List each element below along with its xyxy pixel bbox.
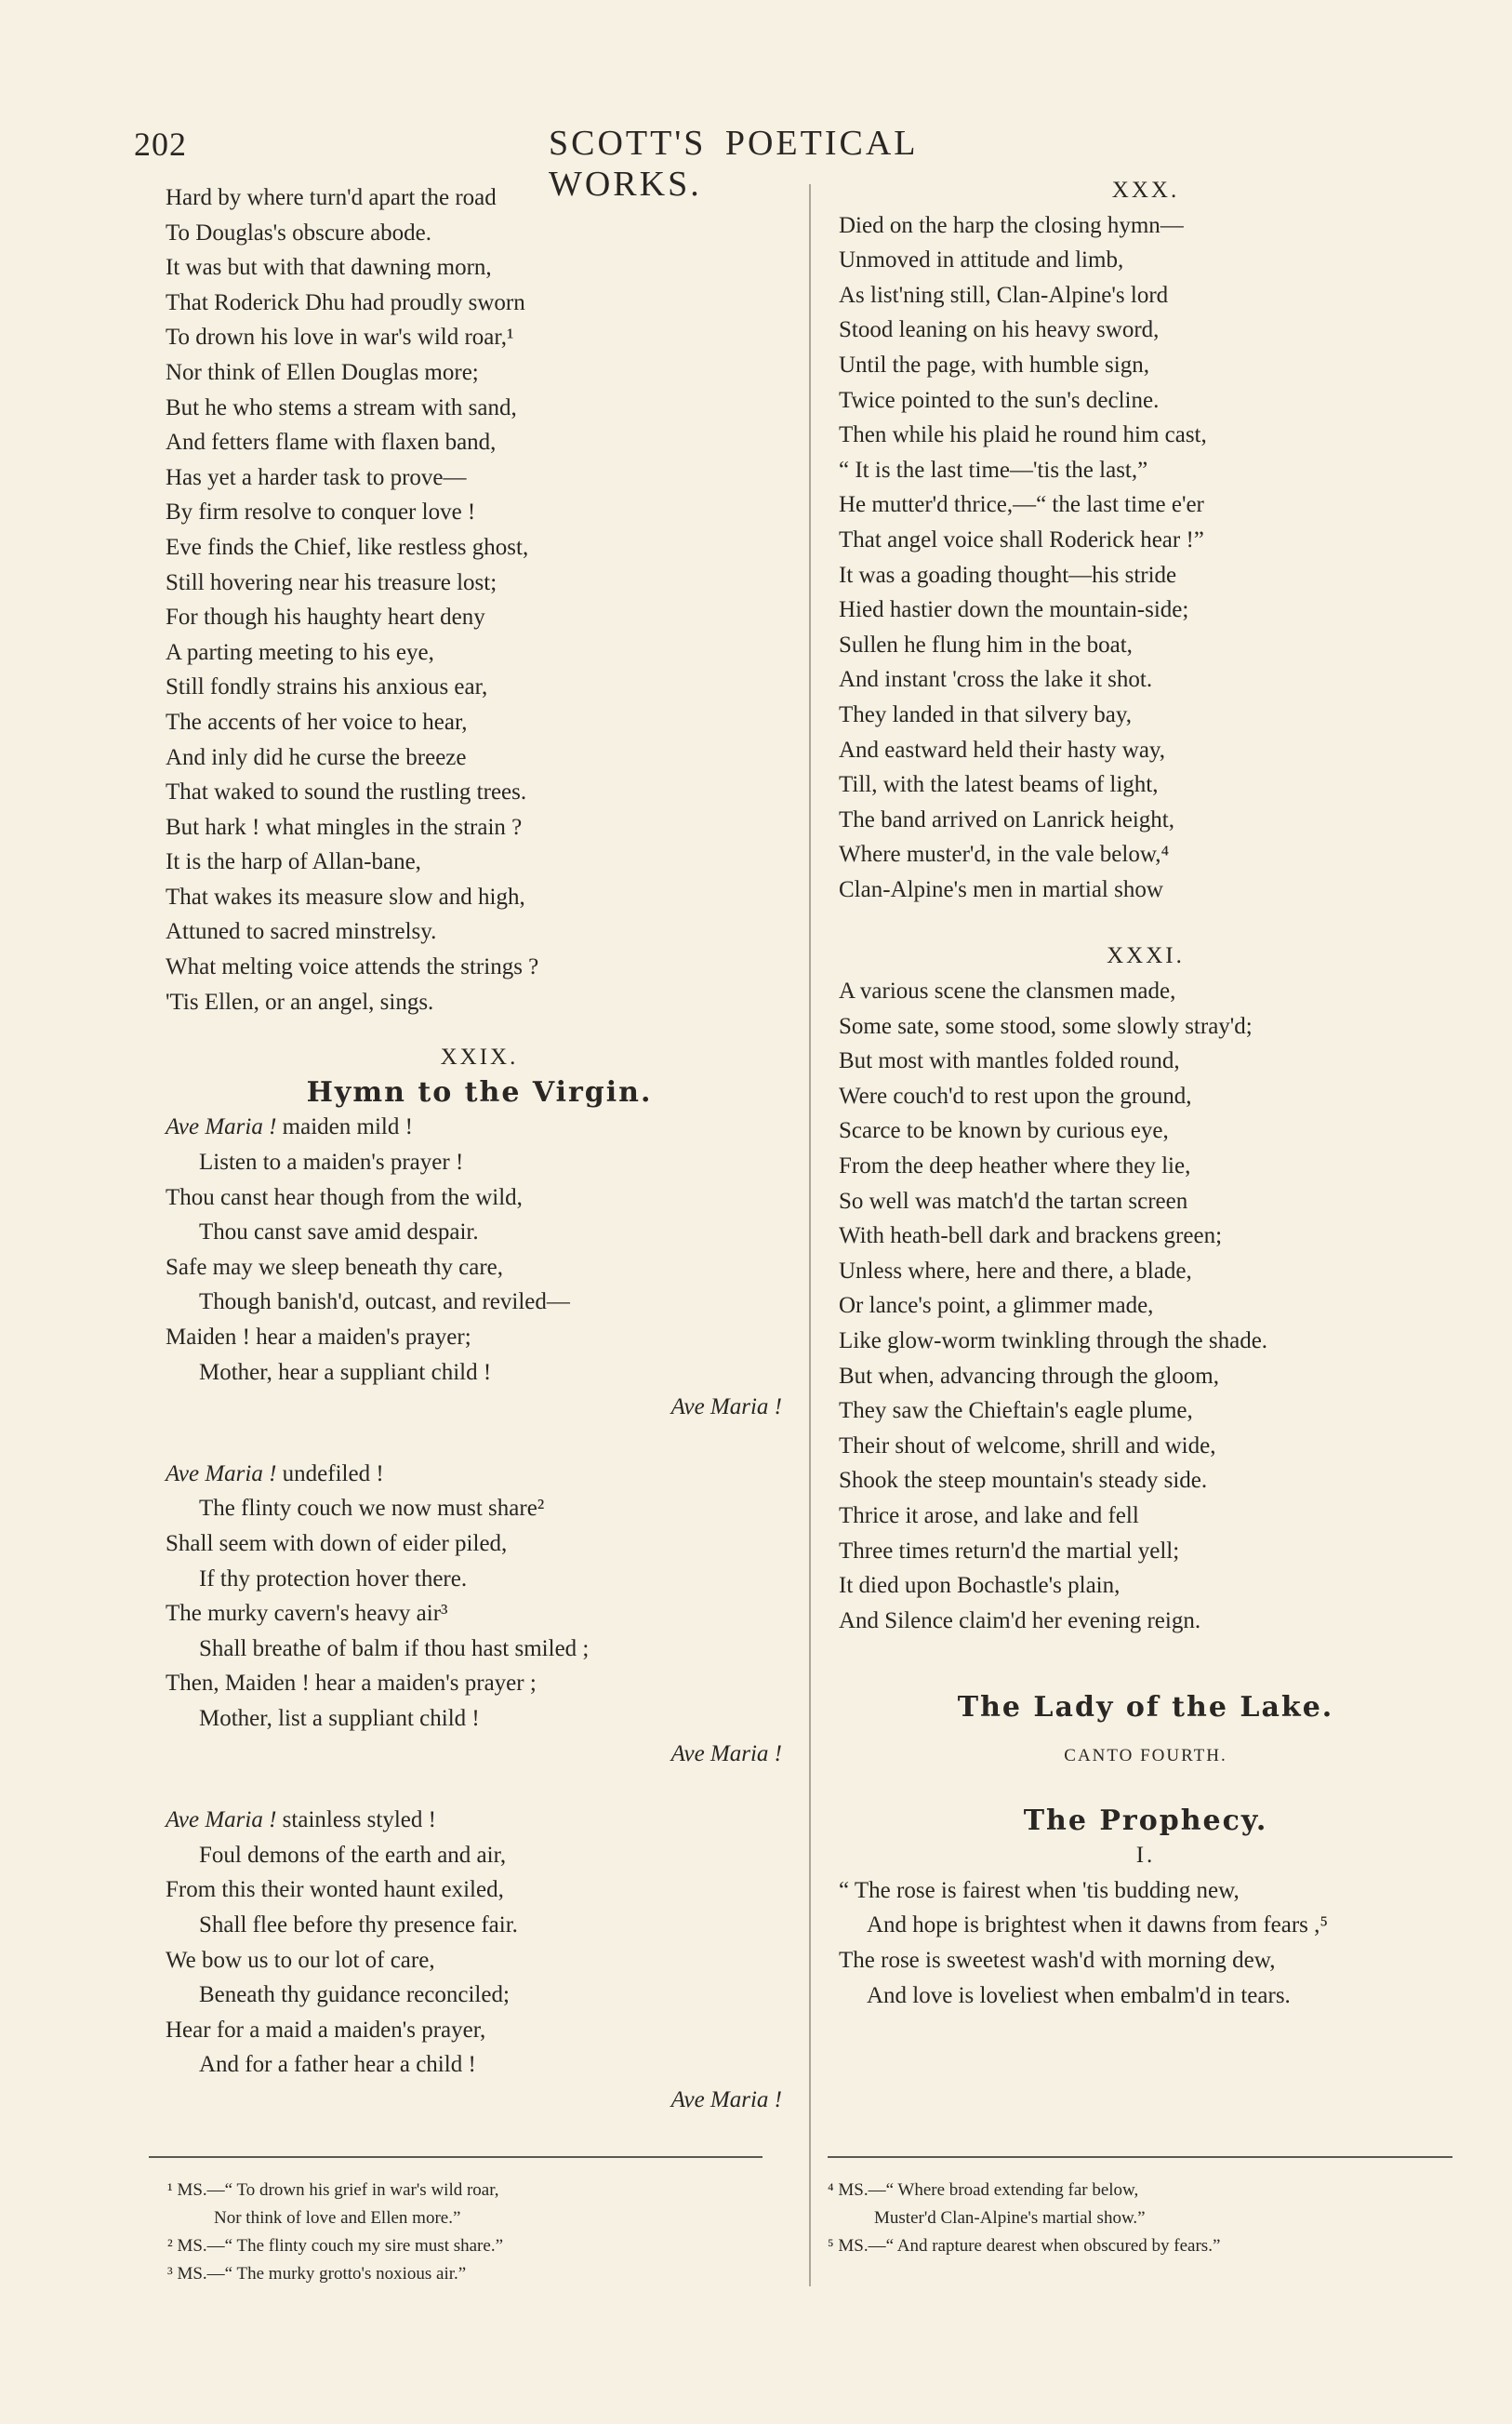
section-number-xxx: XXX.: [1111, 178, 1180, 203]
verse-line: [166, 1180, 793, 1216]
column-divider: [809, 184, 811, 2286]
verse-line: [166, 2013, 793, 2048]
verse-line: It was a goading thought—his stride: [839, 562, 1177, 588]
left-column: [166, 180, 793, 2117]
line-text: If thy protection hover there.: [199, 1565, 468, 1592]
verse-line: And instant 'cross the lake it shot.: [839, 667, 1153, 693]
verse-line: [839, 1978, 1452, 2014]
line-text: Listen to a maiden's prayer !: [199, 1150, 464, 1176]
line-text: Shall flee before thy presence fair.: [199, 1911, 518, 1938]
line-text: The flinty couch we now must share²: [199, 1496, 545, 1522]
section-number-i: I.: [1135, 1843, 1156, 1869]
line-text: Shall breathe of balm if thou hast smiled ;: [199, 1635, 590, 1661]
line-text: Mother, list a suppliant child !: [199, 1705, 480, 1731]
hymn-stanza-2: [166, 1457, 793, 1737]
footnote-line: ³ MS.—“ The murky grotto's noxious air.”: [167, 2264, 467, 2284]
verse-line: To Douglas's obscure abode.: [166, 220, 432, 246]
line-text: Shall seem with down of eider piled,: [166, 1530, 508, 1556]
line-text: stainless styled !: [282, 1807, 436, 1833]
hymn-title: Hymn to the Virgin.: [306, 1075, 653, 1109]
verse-line: Unless where, here and there, a blade,: [839, 1258, 1192, 1284]
footnotes-left: [167, 2177, 763, 2288]
verse-line: Until the page, with humble sign,: [839, 352, 1149, 378]
stanza-intro: [166, 180, 793, 1019]
verse-line: [839, 1908, 1452, 1943]
verse-line: As list'ning still, Clan-Alpine's lord: [839, 282, 1169, 308]
verse-line: [166, 1526, 793, 1562]
verse-line: So well was match'd the tartan screen: [839, 1188, 1188, 1214]
verse-line: That wakes its measure slow and high,: [166, 884, 525, 910]
verse-line: Shook the steep mountain's steady side.: [839, 1468, 1208, 1494]
footnotes-right: [828, 2177, 1452, 2260]
footnote-line: ⁴ MS.—“ Where broad extending far below,: [828, 2180, 1139, 2200]
verse-line: Has yet a harder task to prove—: [166, 464, 467, 490]
verse-line: Twice pointed to the sun's decline.: [839, 387, 1160, 413]
verse-line: They saw the Chieftain's eagle plume,: [839, 1398, 1193, 1424]
verse-line: That angel voice shall Roderick hear !”: [839, 526, 1204, 553]
verse-line: [166, 1872, 793, 1908]
verse-line: A parting meeting to his eye,: [166, 639, 434, 665]
verse-line: Attuned to sacred minstrelsy.: [166, 919, 437, 945]
line-text: From this their wonted haunt exiled,: [166, 1877, 504, 1903]
line-text: We bow us to our lot of care,: [166, 1947, 435, 1973]
line-text: Maiden ! hear a maiden's prayer;: [166, 1325, 471, 1350]
hymn-stanza-3: [166, 1803, 793, 2083]
verse-line: Eve finds the Chief, like restless ghost,: [166, 534, 529, 560]
verse-line: “ It is the last time—'tis the last,”: [839, 457, 1148, 483]
line-text: Mother, hear a suppliant child !: [199, 1359, 492, 1385]
footnote-rule-right: [828, 2156, 1452, 2158]
page-number: 202: [134, 126, 187, 163]
verse-line: And Silence claim'd her evening reign.: [839, 1607, 1201, 1633]
verse-line: And fetters flame with flaxen band,: [166, 430, 497, 456]
refrain-3: Ave Maria !: [670, 2086, 782, 2112]
verse-line: Till, with the latest beams of light,: [839, 772, 1159, 798]
verse-line: And eastward held their hasty way,: [839, 737, 1166, 763]
verse-line: [166, 1355, 793, 1391]
verse-line: Died on the harp the closing hymn—: [839, 212, 1184, 238]
line-text: Foul demons of the earth and air,: [199, 1842, 507, 1868]
verse-line: It was but with that dawning morn,: [166, 255, 492, 281]
verse-line: To drown his love in war's wild roar,¹: [166, 325, 514, 351]
verse-line: But he who stems a stream with sand,: [166, 394, 517, 420]
verse-line: But most with mantles folded round,: [839, 1048, 1180, 1074]
verse-line: [166, 1803, 793, 1838]
spacer: [839, 907, 1452, 939]
verse-line: But when, advancing through the gloom,: [839, 1363, 1219, 1389]
verse-line: Thrice it arose, and lake and fell: [839, 1502, 1139, 1528]
line-text: maiden mild !: [282, 1114, 413, 1140]
line-text: Then, Maiden ! hear a maiden's prayer ;: [166, 1671, 537, 1697]
verse-line: But hark ! what mingles in the strain ?: [166, 814, 523, 840]
section-number-xxix: XXIX.: [440, 1045, 519, 1071]
line-text: Safe may we sleep beneath thy care,: [166, 1254, 504, 1280]
prophecy-stanza: [839, 1873, 1452, 2013]
spacer: [166, 1771, 793, 1803]
verse-line: It died upon Bochastle's plain,: [839, 1573, 1121, 1599]
footnote-line: Muster'd Clan-Alpine's martial show.”: [874, 2208, 1146, 2228]
line-text: Though banish'd, outcast, and reviled—: [199, 1289, 570, 1315]
verse-line: [839, 1943, 1452, 1978]
verse-line: [166, 1250, 793, 1285]
verse-line: Hard by where turn'd apart the road: [166, 185, 497, 210]
verse-line: Like glow-worm twinkling through the shade.: [839, 1328, 1268, 1353]
line-text: Thou canst hear though from the wild,: [166, 1184, 523, 1210]
verse-line: [166, 1632, 793, 1667]
line-text: “ The rose is fairest when 'tis budding new,: [839, 1877, 1240, 1903]
line-text: The murky cavern's heavy air³: [166, 1601, 448, 1627]
verse-line: What melting voice attends the strings ?: [166, 954, 539, 980]
verse-line: The band arrived on Lanrick height,: [839, 806, 1174, 832]
refrain-1: Ave Maria !: [670, 1394, 782, 1420]
verse-line: Where muster'd, in the vale below,⁴: [839, 842, 1170, 868]
verse-line: [166, 1285, 793, 1320]
section-title: The Prophecy.: [1023, 1804, 1268, 1837]
verse-line: That Roderick Dhu had proudly sworn: [166, 289, 525, 315]
stanza-xxx: [839, 208, 1452, 908]
verse-line: For though his haughty heart deny: [166, 605, 485, 631]
footnote-line: ² MS.—“ The flinty couch my sire must share.”: [167, 2236, 503, 2256]
hymn-stanza-1: [166, 1110, 793, 1390]
verse-line: [166, 1943, 793, 1978]
poem-title: The Lady of the Lake.: [957, 1691, 1334, 1725]
verse-line: It is the harp of Allan-bane,: [166, 849, 421, 875]
verse-line: Were couch'd to rest upon the ground,: [839, 1083, 1192, 1109]
verse-line: Hied hastier down the mountain-side;: [839, 597, 1189, 623]
running-title: SCOTT'S POETICAL WORKS.: [549, 124, 918, 204]
footnote-line: ⁵ MS.—“ And rapture dearest when obscured by fears.”: [828, 2236, 1221, 2256]
verse-line: [166, 1457, 793, 1492]
verse-line: Scarce to be known by curious eye,: [839, 1118, 1169, 1144]
ave-maria-lead: Ave Maria !: [166, 1807, 277, 1833]
line-text: undefiled !: [282, 1460, 384, 1486]
verse-line: And inly did he curse the breeze: [166, 744, 467, 770]
line-text: Beneath thy guidance reconciled;: [199, 1982, 510, 2008]
verse-line: 'Tis Ellen, or an angel, sings.: [166, 989, 434, 1015]
verse-line: Sullen he flung him in the boat,: [839, 632, 1133, 658]
verse-line: He mutter'd thrice,—“ the last time e'er: [839, 492, 1204, 518]
footnote-line: ¹ MS.—“ To drown his grief in war's wild roar,: [167, 2180, 499, 2200]
verse-line: [166, 1562, 793, 1597]
line-text: The rose is sweetest wash'd with morning dew,: [839, 1947, 1276, 1973]
verse-line: Still hovering near his treasure lost;: [166, 569, 497, 595]
right-column: [839, 173, 1452, 2013]
verse-line: [166, 1838, 793, 1873]
verse-line: Or lance's point, a glimmer made,: [839, 1293, 1154, 1319]
verse-line: Clan-Alpine's men in martial show: [839, 876, 1163, 902]
verse-line: By firm resolve to conquer love !: [166, 499, 476, 526]
verse-line: The accents of her voice to hear,: [166, 709, 468, 735]
verse-line: [166, 1145, 793, 1180]
ave-maria-lead: Ave Maria !: [166, 1460, 277, 1486]
verse-line: Still fondly strains his anxious ear,: [166, 674, 488, 700]
verse-line: Some sate, some stood, some slowly stray'd;: [839, 1013, 1253, 1039]
verse-line: [166, 1110, 793, 1145]
line-text: And for a father hear a child !: [199, 2052, 476, 2078]
verse-line: [839, 1873, 1452, 1909]
verse-line: Unmoved in attitude and limb,: [839, 247, 1124, 273]
verse-line: [166, 1701, 793, 1737]
verse-line: [166, 1320, 793, 1355]
verse-line: From the deep heather where they lie,: [839, 1153, 1191, 1179]
verse-line: Nor think of Ellen Douglas more;: [166, 359, 479, 385]
spacer: [166, 1425, 793, 1457]
footnote-line: Nor think of love and Ellen more.”: [214, 2208, 461, 2228]
verse-line: [166, 1908, 793, 1943]
verse-line: Their shout of welcome, shrill and wide,: [839, 1432, 1216, 1458]
refrain-2: Ave Maria !: [670, 1740, 782, 1766]
verse-line: [166, 1978, 793, 2013]
verse-line: Stood leaning on his heavy sword,: [839, 317, 1160, 343]
verse-line: [166, 1666, 793, 1701]
verse-line: Then while his plaid he round him cast,: [839, 422, 1207, 448]
spacer: [839, 1783, 1452, 1804]
spacer: [166, 1019, 793, 1040]
footnote-rule-left: [149, 2156, 763, 2158]
verse-line: Three times return'd the martial yell;: [839, 1538, 1180, 1564]
ave-maria-lead: Ave Maria !: [166, 1114, 277, 1140]
line-text: And love is loveliest when embalm'd in tears.: [867, 1982, 1291, 2008]
stanza-xxxi: [839, 974, 1452, 1638]
verse-line: [166, 1491, 793, 1526]
verse-line: That waked to sound the rustling trees.: [166, 779, 527, 806]
verse-line: A various scene the clansmen made,: [839, 979, 1176, 1005]
line-text: And hope is brightest when it dawns from fears ,⁵: [867, 1912, 1329, 1938]
canto-heading: CANTO FOURTH.: [1064, 1745, 1227, 1765]
verse-line: [166, 2047, 793, 2083]
verse-line: They landed in that silvery bay,: [839, 701, 1132, 727]
line-text: Thou canst save amid despair.: [199, 1219, 479, 1245]
verse-line: [166, 1215, 793, 1250]
spacer: [839, 1638, 1452, 1690]
verse-line: [166, 1596, 793, 1632]
verse-line: With heath-bell dark and brackens green;: [839, 1223, 1223, 1249]
line-text: Hear for a maid a maiden's prayer,: [166, 2017, 486, 2043]
section-number-xxxi: XXXI.: [1107, 943, 1185, 969]
